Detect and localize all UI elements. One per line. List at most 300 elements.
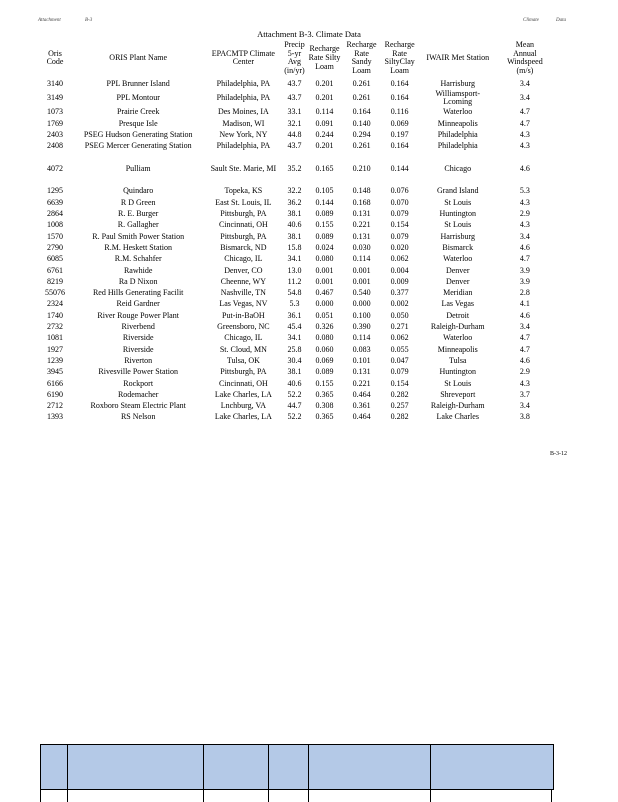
col-header-met-station: IWAIR Met Station bbox=[426, 52, 490, 62]
cell-code: 6639 bbox=[47, 197, 64, 207]
table-row bbox=[38, 299, 553, 310]
footer-cell bbox=[204, 790, 269, 802]
footer-cell bbox=[41, 745, 68, 789]
footer-cell bbox=[204, 745, 269, 789]
footer-cell bbox=[68, 790, 204, 802]
cell-sandy: 0.540 bbox=[352, 288, 371, 298]
cell-center: Sault Ste. Marie, MI bbox=[210, 163, 277, 173]
cell-met: St Louis bbox=[444, 220, 472, 230]
cell-wind: 5.3 bbox=[519, 186, 530, 196]
cell-name: PPL Brunner Island bbox=[106, 78, 170, 88]
cell-sandy: 0.131 bbox=[352, 231, 371, 241]
cell-name: R D Green bbox=[120, 197, 156, 207]
cell-sandy: 0.000 bbox=[352, 299, 371, 309]
table-row bbox=[38, 186, 553, 197]
cell-silty: 0.467 bbox=[315, 288, 334, 298]
cell-sandy: 0.361 bbox=[352, 401, 371, 411]
cell-precip: 43.7 bbox=[287, 141, 302, 151]
table-row bbox=[38, 231, 553, 242]
cell-name: Pulliam bbox=[125, 163, 151, 173]
cell-silty: 0.201 bbox=[315, 93, 334, 103]
cell-center: Lake Charles, LA bbox=[214, 389, 272, 399]
cell-code: 1769 bbox=[47, 118, 64, 128]
cell-center: Cincinnati, OH bbox=[218, 220, 268, 230]
cell-sandy: 0.390 bbox=[352, 322, 371, 332]
cell-name: Reid Gardner bbox=[116, 299, 160, 309]
cell-sandy: 0.261 bbox=[352, 93, 371, 103]
cell-silty: 0.326 bbox=[315, 322, 334, 332]
cell-sandy: 0.131 bbox=[352, 209, 371, 219]
cell-siltyclay: 0.004 bbox=[390, 265, 409, 275]
cell-met: Grand Island bbox=[436, 186, 479, 196]
cell-met: Waterloo bbox=[443, 254, 473, 264]
cell-center: Pittsburgh, PA bbox=[220, 209, 267, 219]
footer-cell bbox=[431, 745, 553, 789]
cell-precip: 32.1 bbox=[287, 118, 302, 128]
table-row bbox=[38, 333, 553, 344]
cell-name: Red Hills Generating Facilit bbox=[92, 288, 184, 298]
cell-siltyclay: 0.282 bbox=[390, 389, 409, 399]
cell-name: Rockport bbox=[123, 378, 154, 388]
cell-silty: 0.091 bbox=[315, 118, 334, 128]
cell-siltyclay: 0.079 bbox=[390, 209, 409, 219]
cell-wind: 4.7 bbox=[519, 344, 530, 354]
cell-sandy: 0.210 bbox=[352, 163, 371, 173]
cell-name: Prairie Creek bbox=[116, 107, 160, 117]
cell-precip: 35.2 bbox=[287, 163, 302, 173]
cell-silty: 0.144 bbox=[315, 197, 334, 207]
cell-siltyclay: 0.271 bbox=[390, 322, 409, 332]
cell-center: Topeka, KS bbox=[224, 186, 263, 196]
cell-precip: 44.8 bbox=[287, 129, 302, 139]
cell-wind: 4.3 bbox=[519, 129, 530, 139]
cell-siltyclay: 0.079 bbox=[390, 231, 409, 241]
header-section-label: B-3 bbox=[85, 18, 93, 23]
cell-precip: 15.8 bbox=[287, 242, 302, 252]
cell-code: 2712 bbox=[47, 401, 64, 411]
cell-sandy: 0.164 bbox=[352, 107, 371, 117]
cell-silty: 0.069 bbox=[315, 355, 334, 365]
table-row bbox=[38, 197, 553, 208]
cell-name: Roxboro Steam Electric Plant bbox=[90, 401, 186, 411]
cell-wind: 4.6 bbox=[519, 310, 530, 320]
cell-silty: 0.001 bbox=[315, 265, 334, 275]
cell-code: 2732 bbox=[47, 322, 64, 332]
cell-siltyclay: 0.069 bbox=[390, 118, 409, 128]
page-number: B-3-12 bbox=[550, 451, 567, 457]
cell-center: St. Cloud, MN bbox=[219, 344, 267, 354]
cell-wind: 2.8 bbox=[519, 288, 530, 298]
cell-silty: 0.105 bbox=[315, 186, 334, 196]
cell-met: Minneapolis bbox=[437, 344, 478, 354]
cell-met: St Louis bbox=[444, 197, 472, 207]
cell-silty: 0.060 bbox=[315, 344, 334, 354]
cell-precip: 25.8 bbox=[287, 344, 302, 354]
cell-precip: 34.1 bbox=[287, 254, 302, 264]
cell-sandy: 0.221 bbox=[352, 378, 371, 388]
footer-table-header-band bbox=[40, 744, 554, 790]
table-row bbox=[38, 389, 553, 400]
cell-precip: 40.6 bbox=[287, 378, 302, 388]
cell-met: Shreveport bbox=[440, 389, 476, 399]
cell-siltyclay: 0.076 bbox=[390, 186, 409, 196]
cell-silty: 0.080 bbox=[315, 254, 334, 264]
cell-siltyclay: 0.257 bbox=[390, 401, 409, 411]
cell-silty: 0.024 bbox=[315, 242, 334, 252]
cell-code: 55076 bbox=[45, 288, 66, 298]
footer-cell bbox=[269, 790, 309, 802]
cell-precip: 36.2 bbox=[287, 197, 302, 207]
cell-sandy: 0.168 bbox=[352, 197, 371, 207]
table-row bbox=[38, 220, 553, 231]
cell-precip: 5.3 bbox=[289, 299, 300, 309]
cell-precip: 30.4 bbox=[287, 355, 302, 365]
cell-met: Harrisburg bbox=[440, 231, 475, 241]
cell-silty: 0.000 bbox=[315, 299, 334, 309]
cell-wind: 4.6 bbox=[519, 163, 530, 173]
table-body bbox=[38, 76, 553, 424]
table-row bbox=[38, 277, 553, 288]
cell-name: Riverbend bbox=[121, 322, 155, 332]
cell-siltyclay: 0.164 bbox=[390, 93, 409, 103]
cell-code: 2790 bbox=[47, 242, 64, 252]
cell-precip: 34.1 bbox=[287, 333, 302, 343]
cell-sandy: 0.001 bbox=[352, 276, 371, 286]
cell-name: PPL Montour bbox=[116, 93, 160, 103]
cell-wind: 3.9 bbox=[519, 265, 530, 275]
col-header-plant-name: ORIS Plant Name bbox=[109, 52, 168, 62]
cell-silty: 0.051 bbox=[315, 310, 334, 320]
cell-met: Denver bbox=[445, 276, 470, 286]
col-header-recharge-siltyclay: Recharge Rate SiltyClay Loam bbox=[384, 40, 415, 75]
cell-code: 2864 bbox=[47, 209, 64, 219]
row-spacer-cell bbox=[38, 152, 553, 163]
table-row bbox=[38, 344, 553, 355]
cell-name: River Rouge Power Plant bbox=[97, 310, 179, 320]
cell-siltyclay: 0.116 bbox=[390, 107, 409, 117]
table-row bbox=[38, 76, 553, 90]
col-header-climate-center: EPACMTP Climate Center bbox=[211, 48, 275, 67]
cell-name: Rawhide bbox=[123, 265, 153, 275]
cell-center: Cheenne, WY bbox=[220, 276, 266, 286]
cell-wind: 3.7 bbox=[519, 389, 530, 399]
cell-silty: 0.089 bbox=[315, 231, 334, 241]
table-row bbox=[38, 322, 553, 333]
cell-name: Riverside bbox=[122, 333, 154, 343]
cell-met: Raleigh-Durham bbox=[430, 322, 485, 332]
cell-sandy: 0.083 bbox=[352, 344, 371, 354]
cell-center: Lnchburg, VA bbox=[220, 401, 267, 411]
cell-wind: 3.8 bbox=[519, 412, 530, 422]
cell-sandy: 0.131 bbox=[352, 367, 371, 377]
cell-center: Denver, CO bbox=[224, 265, 263, 275]
cell-sandy: 0.100 bbox=[352, 310, 371, 320]
cell-silty: 0.165 bbox=[315, 163, 334, 173]
cell-silty: 0.089 bbox=[315, 209, 334, 219]
table-row bbox=[38, 412, 553, 423]
cell-siltyclay: 0.062 bbox=[390, 333, 409, 343]
cell-met: Chicago bbox=[444, 163, 472, 173]
cell-name: R.M. Heskett Station bbox=[104, 242, 172, 252]
cell-code: 3140 bbox=[47, 78, 64, 88]
cell-siltyclay: 0.009 bbox=[390, 276, 409, 286]
cell-met: St Louis bbox=[444, 378, 472, 388]
cell-wind: 3.4 bbox=[519, 231, 530, 241]
cell-center: Philadelphia, PA bbox=[216, 93, 271, 103]
cell-center: Madison, WI bbox=[222, 118, 265, 128]
cell-center: Des Moines, IA bbox=[217, 107, 269, 117]
cell-wind: 4.6 bbox=[519, 355, 530, 365]
cell-center: Pittsburgh, PA bbox=[220, 367, 267, 377]
cell-met: Philadelphia bbox=[437, 141, 478, 151]
cell-sandy: 0.464 bbox=[352, 412, 371, 422]
col-header-oris-code: Oris Code bbox=[46, 48, 64, 67]
cell-siltyclay: 0.062 bbox=[390, 254, 409, 264]
header-attachment-label: Attachment bbox=[38, 18, 61, 23]
table-row bbox=[38, 265, 553, 276]
cell-wind: 3.4 bbox=[519, 93, 530, 103]
cell-sandy: 0.148 bbox=[352, 186, 371, 196]
cell-code: 2403 bbox=[47, 129, 64, 139]
cell-name: Quindaro bbox=[123, 186, 154, 196]
table-row bbox=[38, 401, 553, 412]
cell-code: 6085 bbox=[47, 254, 64, 264]
cell-silty: 0.201 bbox=[315, 78, 334, 88]
cell-sandy: 0.114 bbox=[352, 333, 371, 343]
table-row bbox=[38, 310, 553, 321]
cell-center: Greensboro, NC bbox=[217, 322, 270, 332]
cell-precip: 45.4 bbox=[287, 322, 302, 332]
table-row bbox=[38, 288, 553, 299]
cell-siltyclay: 0.164 bbox=[390, 141, 409, 151]
cell-name: R. Gallagher bbox=[117, 220, 159, 230]
table-row bbox=[38, 209, 553, 220]
cell-siltyclay: 0.002 bbox=[390, 299, 409, 309]
col-header-recharge-sandy: Recharge Rate Sandy Loam bbox=[346, 40, 377, 75]
climate-data-table bbox=[38, 41, 553, 423]
cell-center: Bismarck, ND bbox=[220, 242, 267, 252]
cell-code: 1740 bbox=[47, 310, 64, 320]
cell-code: 1073 bbox=[47, 107, 64, 117]
cell-wind: 4.7 bbox=[519, 333, 530, 343]
cell-center: Lake Charles, LA bbox=[214, 412, 272, 422]
cell-met: Tulsa bbox=[448, 355, 467, 365]
table-row bbox=[38, 254, 553, 265]
cell-silty: 0.080 bbox=[315, 333, 334, 343]
cell-center: Cincinnati, OH bbox=[218, 378, 268, 388]
cell-silty: 0.308 bbox=[315, 401, 334, 411]
cell-precip: 38.1 bbox=[287, 367, 302, 377]
cell-sandy: 0.101 bbox=[352, 355, 371, 365]
cell-name: Ra D Nixon bbox=[118, 276, 158, 286]
cell-silty: 0.201 bbox=[315, 141, 334, 151]
cell-code: 1570 bbox=[47, 231, 64, 241]
header-data-label: Data bbox=[556, 18, 566, 23]
cell-precip: 44.7 bbox=[287, 401, 302, 411]
cell-name: RS Nelson bbox=[120, 412, 156, 422]
cell-precip: 13.0 bbox=[287, 265, 302, 275]
cell-met: Williamsport- Lcoming bbox=[435, 88, 481, 107]
cell-code: 1081 bbox=[47, 333, 64, 343]
cell-name: Riverton bbox=[124, 355, 153, 365]
cell-name: Riverside bbox=[122, 344, 154, 354]
cell-center: Pittsburgh, PA bbox=[220, 231, 267, 241]
cell-met: Meridian bbox=[443, 288, 473, 298]
cell-sandy: 0.114 bbox=[352, 254, 371, 264]
cell-silty: 0.365 bbox=[315, 389, 334, 399]
cell-wind: 4.6 bbox=[519, 242, 530, 252]
cell-siltyclay: 0.154 bbox=[390, 220, 409, 230]
cell-precip: 54.8 bbox=[287, 288, 302, 298]
cell-code: 6190 bbox=[47, 389, 64, 399]
cell-siltyclay: 0.377 bbox=[390, 288, 409, 298]
cell-silty: 0.365 bbox=[315, 412, 334, 422]
row-spacer-cell bbox=[38, 175, 553, 186]
footer-cell bbox=[309, 790, 431, 802]
cell-precip: 52.2 bbox=[287, 412, 302, 422]
cell-name: R. Paul Smith Power Station bbox=[92, 231, 185, 241]
cell-siltyclay: 0.164 bbox=[390, 78, 409, 88]
cell-wind: 4.7 bbox=[519, 107, 530, 117]
cell-center: Philadelphia, PA bbox=[216, 78, 271, 88]
cell-code: 3149 bbox=[47, 93, 64, 103]
cell-code: 6166 bbox=[47, 378, 64, 388]
cell-code: 2408 bbox=[47, 141, 64, 151]
cell-name: R. E. Burger bbox=[118, 209, 159, 219]
footer-cell bbox=[40, 790, 68, 802]
cell-wind: 4.3 bbox=[519, 378, 530, 388]
cell-sandy: 0.261 bbox=[352, 78, 371, 88]
cell-precip: 11.2 bbox=[287, 276, 302, 286]
cell-precip: 36.1 bbox=[287, 310, 302, 320]
cell-wind: 4.3 bbox=[519, 141, 530, 151]
cell-code: 1927 bbox=[47, 344, 64, 354]
table-title: Attachment B-3. Climate Data bbox=[257, 29, 361, 39]
cell-sandy: 0.294 bbox=[352, 129, 371, 139]
footer-cell bbox=[269, 745, 309, 789]
cell-siltyclay: 0.055 bbox=[390, 344, 409, 354]
cell-sandy: 0.001 bbox=[352, 265, 371, 275]
cell-name: Rodemacher bbox=[117, 389, 159, 399]
cell-center: East St. Louis, IL bbox=[215, 197, 272, 207]
cell-silty: 0.155 bbox=[315, 378, 334, 388]
cell-met: Detroit bbox=[446, 310, 470, 320]
cell-siltyclay: 0.047 bbox=[390, 355, 409, 365]
cell-siltyclay: 0.079 bbox=[390, 367, 409, 377]
cell-met: Lake Charles bbox=[436, 412, 479, 422]
cell-sandy: 0.464 bbox=[352, 389, 371, 399]
cell-sandy: 0.261 bbox=[352, 141, 371, 151]
cell-wind: 4.3 bbox=[519, 220, 530, 230]
table-row bbox=[38, 107, 553, 118]
table-header-row bbox=[38, 41, 553, 76]
cell-sandy: 0.221 bbox=[352, 220, 371, 230]
cell-silty: 0.114 bbox=[315, 107, 334, 117]
cell-silty: 0.089 bbox=[315, 367, 334, 377]
header-topic-label: Climate bbox=[523, 18, 539, 23]
table-row bbox=[38, 90, 553, 107]
cell-code: 1008 bbox=[47, 220, 64, 230]
table-row bbox=[38, 367, 553, 378]
cell-sandy: 0.140 bbox=[352, 118, 371, 128]
cell-sandy: 0.030 bbox=[352, 242, 371, 252]
cell-code: 1239 bbox=[47, 355, 64, 365]
footer-cell bbox=[68, 745, 204, 789]
cell-met: Bismarck bbox=[442, 242, 474, 252]
cell-name: R.M. Schahfer bbox=[114, 254, 162, 264]
cell-met: Minneapolis bbox=[437, 118, 478, 128]
cell-wind: 4.7 bbox=[519, 254, 530, 264]
cell-wind: 3.4 bbox=[519, 78, 530, 88]
cell-siltyclay: 0.154 bbox=[390, 378, 409, 388]
cell-silty: 0.001 bbox=[315, 276, 334, 286]
cell-wind: 4.3 bbox=[519, 197, 530, 207]
cell-code: 6761 bbox=[47, 265, 64, 275]
table-row bbox=[38, 141, 553, 152]
cell-met: Raleigh-Durham bbox=[430, 401, 485, 411]
col-header-recharge-silty: Recharge Rate Silty Loam bbox=[308, 44, 341, 71]
cell-center: Philadelphia, PA bbox=[216, 141, 271, 151]
cell-code: 1393 bbox=[47, 412, 64, 422]
cell-met: Waterloo bbox=[443, 333, 473, 343]
footer-table-body-row bbox=[40, 789, 552, 802]
table-row bbox=[38, 130, 553, 141]
cell-met: Waterloo bbox=[443, 107, 473, 117]
cell-name: Rivesville Power Station bbox=[98, 367, 178, 377]
cell-precip: 43.7 bbox=[287, 78, 302, 88]
cell-center: Nashville, TN bbox=[220, 288, 266, 298]
cell-wind: 4.1 bbox=[519, 299, 530, 309]
cell-wind: 3.4 bbox=[519, 322, 530, 332]
cell-name: PSEG Mercer Generating Station bbox=[84, 141, 192, 151]
footer-cell bbox=[309, 745, 431, 789]
col-header-windspeed: Mean Annual Windspeed (m/s) bbox=[507, 40, 543, 75]
cell-met: Las Vegas bbox=[441, 299, 474, 309]
cell-met: Harrisburg bbox=[440, 78, 475, 88]
cell-center: New York, NY bbox=[219, 129, 268, 139]
cell-met: Huntington bbox=[439, 367, 476, 377]
cell-precip: 52.2 bbox=[287, 389, 302, 399]
cell-precip: 32.2 bbox=[287, 186, 302, 196]
table-row bbox=[38, 356, 553, 367]
cell-siltyclay: 0.050 bbox=[390, 310, 409, 320]
cell-silty: 0.155 bbox=[315, 220, 334, 230]
cell-center: Chicago, IL bbox=[224, 254, 263, 264]
cell-met: Huntington bbox=[439, 209, 476, 219]
cell-code: 8219 bbox=[47, 276, 64, 286]
col-header-precip: Precip 5-yr Avg (in/yr) bbox=[284, 40, 305, 75]
cell-wind: 4.7 bbox=[519, 118, 530, 128]
row-spacer bbox=[38, 175, 553, 186]
table-row bbox=[38, 243, 553, 254]
cell-wind: 2.9 bbox=[519, 209, 530, 219]
cell-code: 1295 bbox=[47, 186, 64, 196]
cell-siltyclay: 0.197 bbox=[390, 129, 409, 139]
cell-precip: 38.1 bbox=[287, 231, 302, 241]
cell-met: Philadelphia bbox=[437, 129, 478, 139]
cell-silty: 0.244 bbox=[315, 129, 334, 139]
cell-center: Put-in-BaOH bbox=[222, 310, 265, 320]
cell-siltyclay: 0.144 bbox=[390, 163, 409, 173]
cell-siltyclay: 0.282 bbox=[390, 412, 409, 422]
cell-precip: 40.6 bbox=[287, 220, 302, 230]
cell-code: 4072 bbox=[47, 163, 64, 173]
cell-name: PSEG Hudson Generating Station bbox=[83, 129, 193, 139]
cell-code: 3945 bbox=[47, 367, 64, 377]
cell-code: 2324 bbox=[47, 299, 64, 309]
table-row bbox=[38, 378, 553, 389]
cell-wind: 2.9 bbox=[519, 367, 530, 377]
